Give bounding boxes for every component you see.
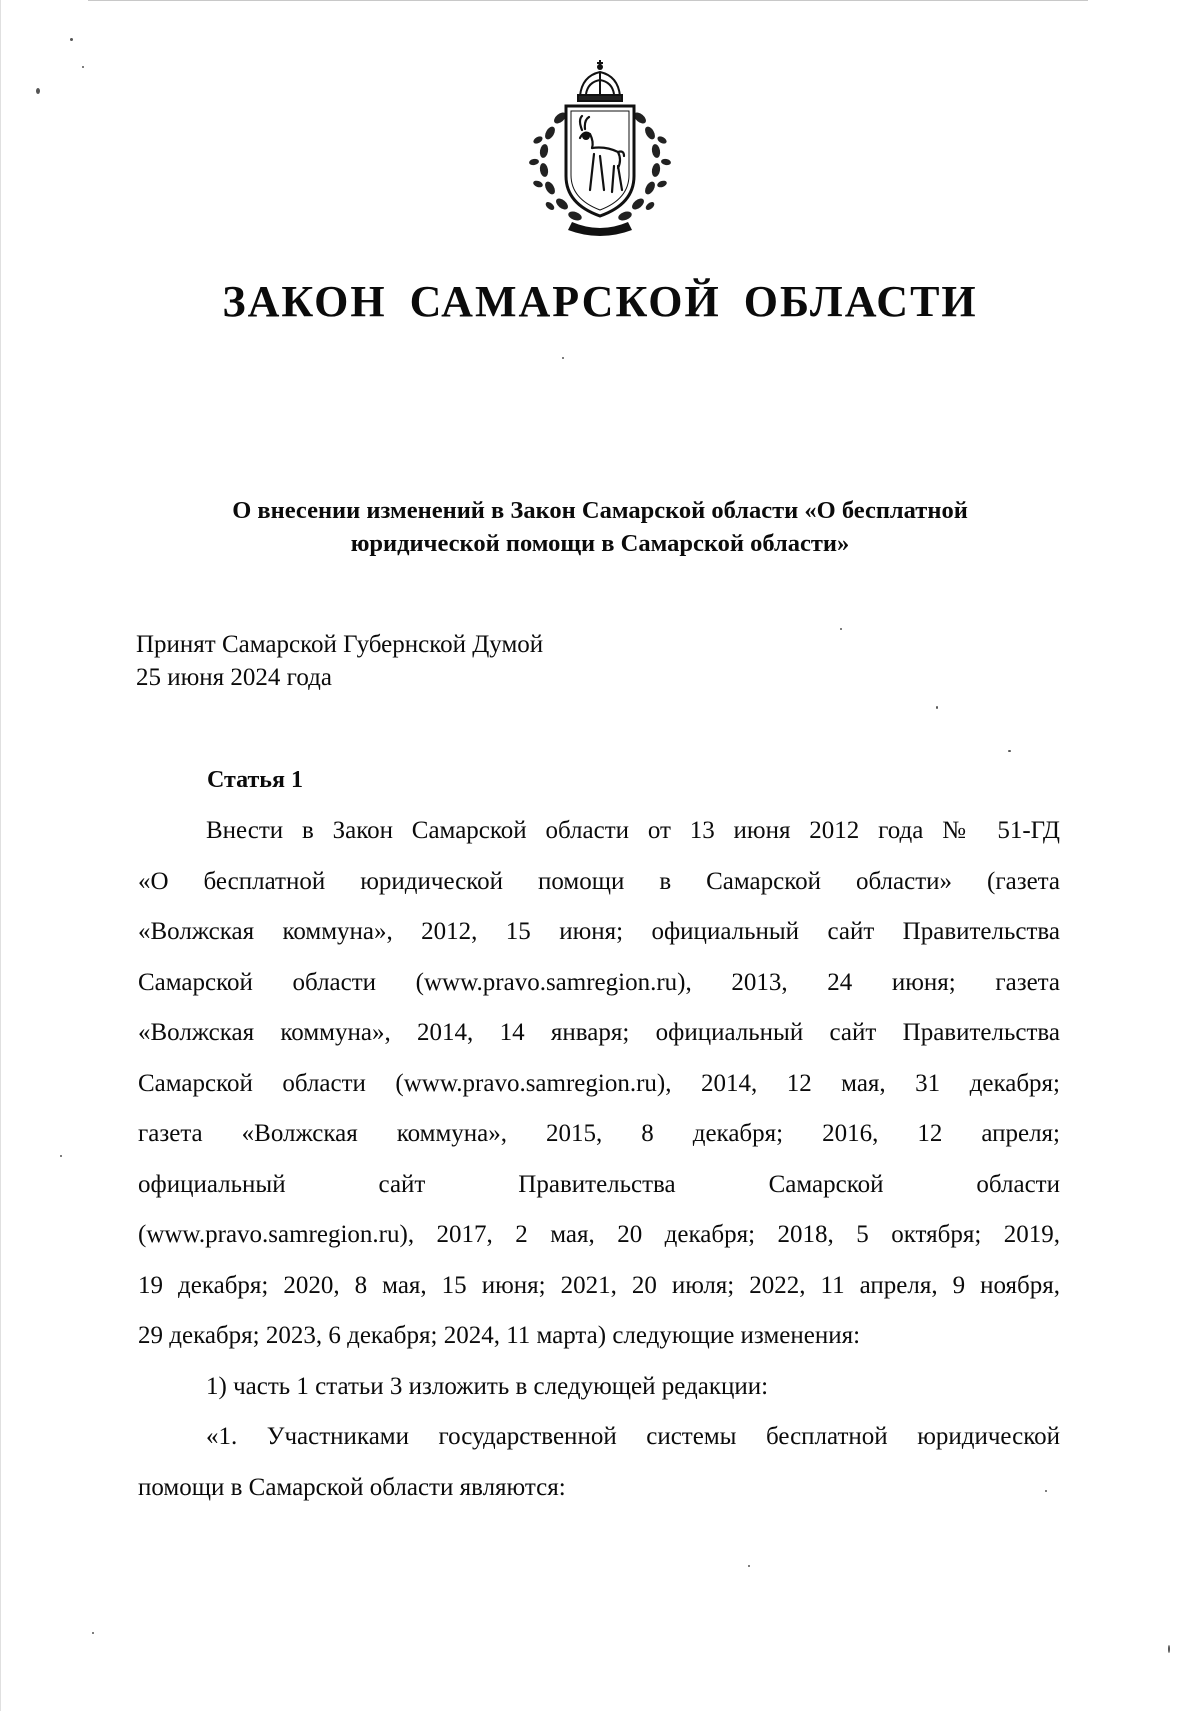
body-line: «О бесплатной юридической помощи в Самарской области» (газета bbox=[138, 867, 1060, 895]
amendment-item: 1) часть 1 статьи 3 изложить в следующей редакции: bbox=[206, 1372, 769, 1400]
body-line: 19 декабря; 2020, 8 мая, 15 июня; 2021, 20 июля; 2022, 11 апреля, 9 ноября, bbox=[138, 1271, 1060, 1299]
scan-speck bbox=[1045, 1490, 1047, 1492]
scan-speck bbox=[562, 357, 564, 359]
adoption-body: Принят Самарской Губернской Думой bbox=[136, 631, 544, 658]
body-line: «Волжская коммуна», 2014, 14 января; официальный сайт Правительства bbox=[138, 1019, 1060, 1046]
scan-speck bbox=[840, 628, 842, 630]
body-line: Самарской области (www.pravo.samregion.ru), 2013, 24 июня; газета bbox=[138, 968, 1060, 996]
body-line: официальный сайт Правительства Самарской области bbox=[138, 1170, 1060, 1198]
adoption-date: 25 июня 2024 года bbox=[136, 664, 332, 691]
law-title bbox=[150, 494, 1050, 560]
scan-speck bbox=[60, 1155, 62, 1157]
law-title-line: О внесении изменений в Закон Самарской области «О бесплатной bbox=[232, 497, 968, 524]
scan-top-border bbox=[88, 0, 1088, 1]
scan-left-edge bbox=[0, 0, 1, 1711]
scan-speck bbox=[1168, 1645, 1170, 1653]
scan-speck bbox=[1008, 750, 1011, 752]
article-heading: Статья 1 bbox=[207, 767, 303, 793]
adoption-note bbox=[136, 628, 543, 694]
scan-speck bbox=[748, 1565, 750, 1567]
amendment-quote-line: «1. Участниками государственной системы бесплатной юридической bbox=[206, 1423, 1060, 1450]
scan-speck bbox=[82, 66, 84, 68]
law-title-line: юридической помощи в Самарской области» bbox=[350, 530, 850, 557]
body-line: Самарской области (www.pravo.samregion.ru), 2014, 12 мая, 31 декабря; bbox=[138, 1069, 1060, 1097]
body-line: (www.pravo.samregion.ru), 2017, 2 мая, 20 декабря; 2018, 5 октября; 2019, bbox=[138, 1221, 1060, 1248]
scan-speck bbox=[70, 38, 73, 41]
scan-speck bbox=[36, 88, 40, 94]
body-line: газета «Волжская коммуна», 2015, 8 декабря; 2016, 12 апреля; bbox=[138, 1120, 1060, 1147]
body-line: «Волжская коммуна», 2012, 15 июня; официальный сайт Правительства bbox=[138, 918, 1060, 945]
body-line: Внести в Закон Самарской области от 13 июня 2012 года № 51-ГД bbox=[206, 817, 1060, 844]
law-heading: ЗАКОН САМАРСКОЙ ОБЛАСТИ bbox=[222, 277, 978, 326]
scan-speck bbox=[92, 1632, 94, 1634]
body-line: 29 декабря; 2023, 6 декабря; 2024, 11 марта) следующие изменения: bbox=[138, 1322, 861, 1349]
samara-oblast-coat-of-arms-icon bbox=[520, 58, 680, 240]
article-body bbox=[138, 806, 1060, 1513]
scan-speck bbox=[936, 706, 938, 709]
amendment-quote-line: помощи в Самарской области являются: bbox=[138, 1473, 566, 1501]
